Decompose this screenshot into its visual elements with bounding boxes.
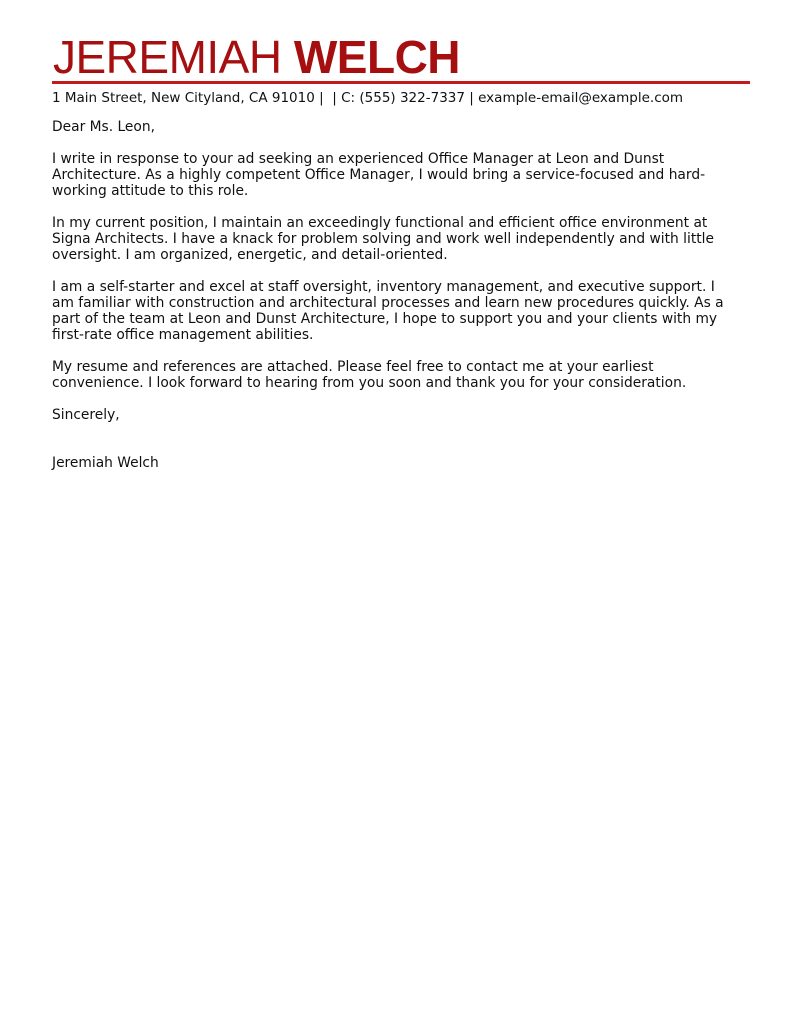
contact-empty-field xyxy=(315,90,328,106)
contact-line xyxy=(52,90,752,106)
first-name: JEREMIAH xyxy=(53,31,282,83)
paragraph-line: Architecture. As a highly competent Office Manager, I would bring a service-focused and hard- xyxy=(52,167,706,183)
paragraph-1 xyxy=(52,151,752,199)
contact-address: 1 Main Street, New Cityland, CA 91010 xyxy=(52,90,315,106)
paragraph-2 xyxy=(52,215,752,263)
paragraph-line: Signa Architects. I have a knack for problem solving and work well independently and with little xyxy=(52,231,714,247)
applicant-name xyxy=(53,31,752,83)
paragraph-line: part of the team at Leon and Dunst Architecture, I hope to support you and your clients with my xyxy=(52,311,718,327)
paragraph-line: In my current position, I maintain an exceedingly functional and efficient office environment at xyxy=(52,215,708,231)
paragraph-line: am familiar with construction and architectural processes and learn new procedures quickly. As a xyxy=(52,295,724,311)
salutation: Dear Ms. Leon, xyxy=(52,119,155,135)
paragraph-line: convenience. I look forward to hearing from you soon and thank you for your consideration. xyxy=(52,375,687,391)
paragraph-3 xyxy=(52,279,752,343)
signature-name: Jeremiah Welch xyxy=(52,455,159,471)
paragraph-line: I am a self-starter and excel at staff oversight, inventory management, and executive support. I xyxy=(52,279,715,295)
letter-body xyxy=(52,119,752,471)
paragraph-line: oversight. I am organized, energetic, and detail-oriented. xyxy=(52,247,448,263)
cover-letter-page xyxy=(52,31,752,471)
paragraph-line: My resume and references are attached. Please feel free to contact me at your earliest xyxy=(52,359,654,375)
contact-phone: | C: (555) 322-7337 xyxy=(328,90,465,106)
paragraph-line: I write in response to your ad seeking an experienced Office Manager at Leon and Dunst xyxy=(52,151,665,167)
last-name: WELCH xyxy=(293,31,461,83)
paragraph-line: first-rate office management abilities. xyxy=(52,327,314,343)
closing: Sincerely, xyxy=(52,407,120,423)
contact-email: | example-email@example.com xyxy=(465,90,683,106)
paragraph-line: working attitude to this role. xyxy=(52,183,249,199)
paragraph-4 xyxy=(52,359,752,391)
